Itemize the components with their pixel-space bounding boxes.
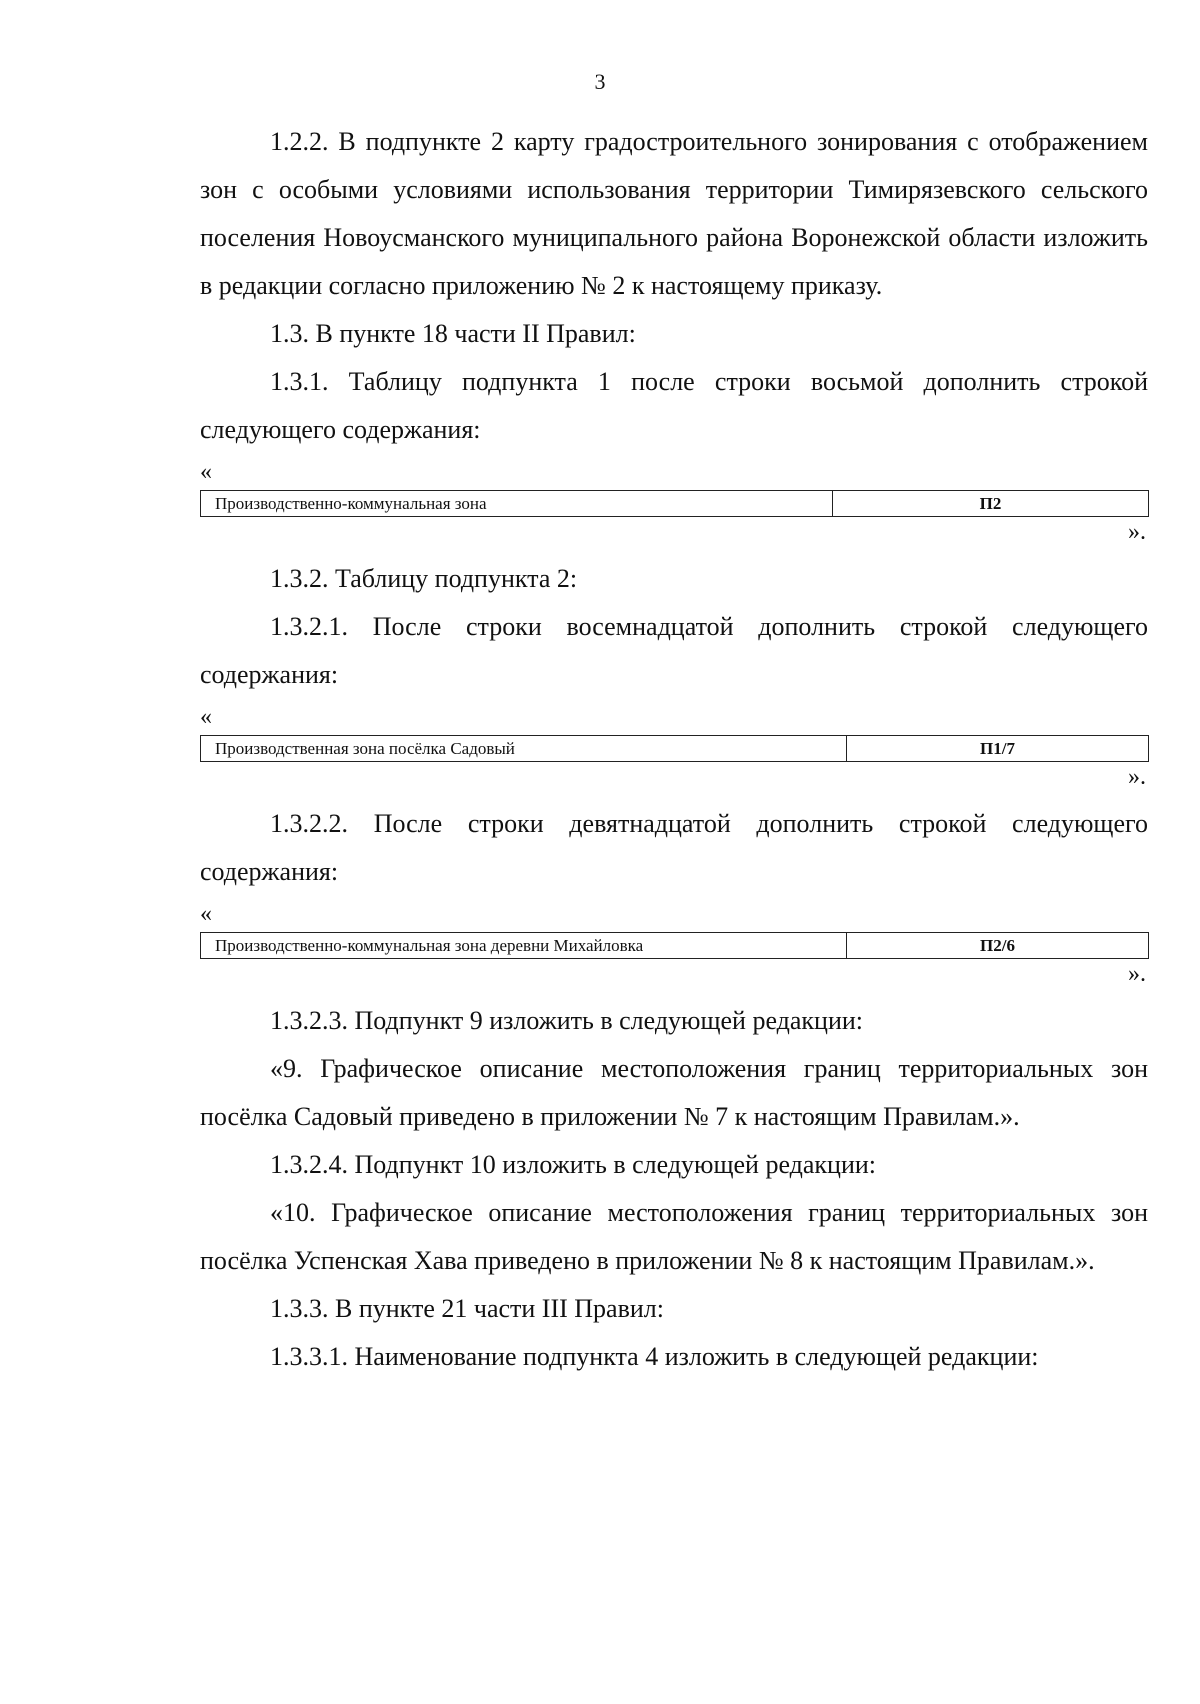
paragraph-1-3-3-1: 1.3.3.1. Наименование подпункта 4 изложить в следующей редакции: — [270, 1342, 1039, 1371]
paragraph-1-2-2: 1.2.2. В подпункте 2 карту градостроительного зонирования с отображением зон с особыми условиями использования территории Тимирязевского сельского поселения Новоусманского муниципального района Воронежской области изложить в редакции согласно приложению № 2 к настоящему приказу. — [200, 127, 1148, 300]
insert-table-3 — [200, 932, 1149, 959]
zone-name-cell: Производственная зона посёлка Садовый — [201, 736, 847, 762]
paragraph-1-3-2-2: 1.3.2.2. После строки девятнадцатой дополнить строкой следующего содержания: — [200, 809, 1148, 886]
paragraph-subitem-9: «9. Графическое описание местоположения границ территориальных зон посёлка Садовый приведено в приложении № 7 к настоящим Правилам.». — [200, 1054, 1148, 1131]
document-body — [200, 118, 1148, 1381]
paragraph-1-3-2-3: 1.3.2.3. Подпункт 9 изложить в следующей редакции: — [270, 1006, 864, 1035]
paragraph-1-3-2-4: 1.3.2.4. Подпункт 10 изложить в следующей редакции: — [270, 1150, 877, 1179]
zone-code-cell: П2 — [833, 491, 1149, 517]
quote-close: ». — [1128, 961, 1146, 987]
zone-code-cell: П2/6 — [847, 933, 1149, 959]
insert-table-1 — [200, 490, 1149, 517]
quote-close: ». — [1128, 764, 1146, 790]
paragraph-subitem-10: «10. Графическое описание местоположения границ территориальных зон посёлка Успенская Хава приведено в приложении № 8 к настоящим Правилам.». — [200, 1198, 1148, 1275]
page-number: 3 — [594, 69, 606, 94]
paragraph-1-3-3: 1.3.3. В пункте 21 части III Правил: — [270, 1294, 664, 1323]
zone-name-cell: Производственно-коммунальная зона деревни Михайловка — [201, 933, 847, 959]
quote-open: « — [200, 901, 212, 927]
quote-close: ». — [1128, 519, 1146, 545]
insert-table-2 — [200, 735, 1149, 762]
paragraph-1-3-2-1: 1.3.2.1. После строки восемнадцатой дополнить строкой следующего содержания: — [200, 612, 1148, 689]
table-row — [201, 491, 1149, 517]
table-row — [201, 933, 1149, 959]
quote-open: « — [200, 459, 212, 485]
paragraph-1-3: 1.3. В пункте 18 части II Правил: — [270, 319, 636, 348]
paragraph-1-3-2: 1.3.2. Таблицу подпункта 2: — [270, 564, 578, 593]
zone-name-cell: Производственно-коммунальная зона — [201, 491, 833, 517]
quote-open: « — [200, 704, 212, 730]
zone-code-cell: П1/7 — [847, 736, 1149, 762]
paragraph-1-3-1: 1.3.1. Таблицу подпункта 1 после строки восьмой дополнить строкой следующего содержания: — [200, 367, 1148, 444]
table-row — [201, 736, 1149, 762]
